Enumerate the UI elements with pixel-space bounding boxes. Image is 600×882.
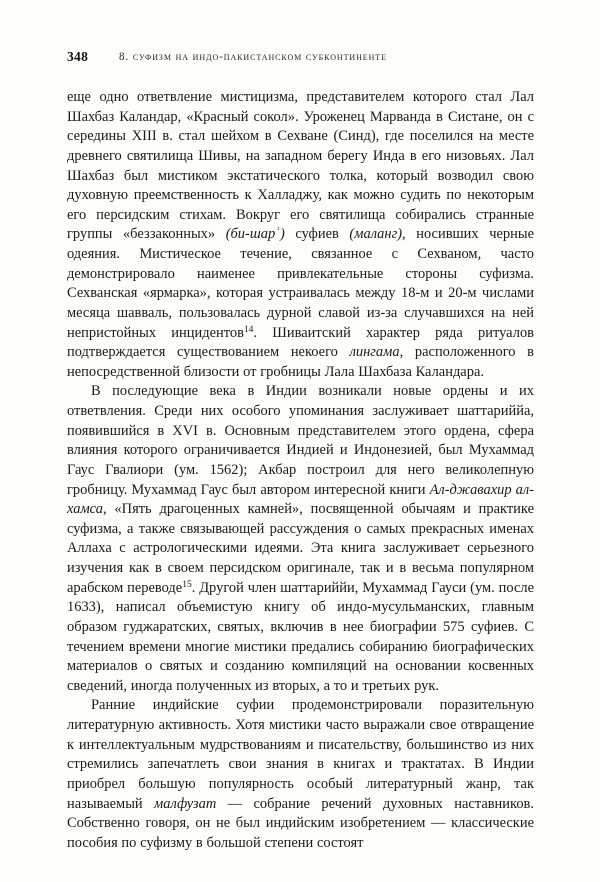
page-number: 348 xyxy=(67,49,89,64)
chapter-running-title: 8. суфизм на индо-пакистанском субконтиненте xyxy=(119,51,387,63)
italic-term: лингама xyxy=(349,344,400,361)
italic-term: (би-шарʿ) xyxy=(225,226,285,243)
body-paragraph: еще одно ответвление мистицизма, представителем которого стал Лал Шахбаз Каландар, «Красный сокол». Уроженец Марванда в Систане, он с середины XIII в. стал шейхом в Сехване (Синд), где поселился на месте древнего святилища Шивы, на западном берегу Инда в его низовьях. Лал Шахбаз был мистиком экстатического толка, который возводил свою духовную преемственность к Халладжу, как можно судить по некоторым его персидским стихам. Вокруг его святилища собирались странные группы «беззаконных» (би-шарʿ) суфиев (маланг), носивших черные одеяния. Мистическое течение, связанное с Сехваном, часто демонстрировало наименее привлекательные стороны суфизма. Сехванская «ярмарка», которая устраивалась между 18-м и 20-м числами месяца шавваль, пользовалась дурной славой из-за случавшихся на ней непристойных инцидентов$^{14}$. Шиваитский характер ряда ритуалов подтверждается существованием некоего лингама, расположенного в непосредственной близости от гробницы Лала Шахбаза Каландара. xyxy=(67,89,535,380)
running-header xyxy=(0,49,600,71)
italic-term: (маланг) xyxy=(349,226,403,243)
footnote-reference[interactable]: 14 xyxy=(243,324,254,335)
footnote-reference[interactable]: 15 xyxy=(182,579,192,590)
body-text-block xyxy=(67,88,534,853)
italic-term: Ал-джавахир ал-хамса xyxy=(67,481,534,518)
body-paragraph: В последующие века в Индии возникали новые ордены и их ответвления. Среди них особого упоминания заслуживает шаттариййа, появившийся в XVI в. Основным представителем этого ордена, сфера влияния которого ограничивается Индией и Индонезией, был Мухаммад Гаус Гвалиори (ум. 1562); Акбар построил для него великолепную гробницу. Мухаммад Гаус был автором интересной книги Ал-джавахир ал-хамса, «Пять драгоценных камней», посвященной обычаям и практике суфизма, а также связывающей рассуждения о самых прекрасных именах Аллаха с астрологическими идеями. Эта книга заслуживает серьезного изучения как в своем персидском оригинале, так и в весьма популярном арабском переводе$^{15}$. Другой член шаттариййи, Мухаммад Гауси (ум. после 1633), написал объемистую книгу об индо-мусульманских, главным образом гуджаратских, святых, включив в нее биографии 575 суфиев. С течением времени многие мистики предались собиранию биографических материалов о святых и созданию компиляций на основании косвенных сведений, иногда полученных из вторых, а то и третьих рук. xyxy=(67,383,534,694)
italic-term: малфузат xyxy=(154,795,217,812)
body-paragraph: Ранние индийские суфии продемонстрировали поразительную литературную активность. Хотя мистики часто выражали свое отвращение к интеллектуальным мудрствованиям и писательству, большинство из них стремились запечатлеть свои знания в книгах и трактатах. В Индии приобрел большую популярность особый литературный жанр, так называемый малфузат — собрание речений духовных наставников. Собственно говоря, он не был индийским изобретением — классические пособия по суфизму в большой степени состоят xyxy=(67,697,534,851)
